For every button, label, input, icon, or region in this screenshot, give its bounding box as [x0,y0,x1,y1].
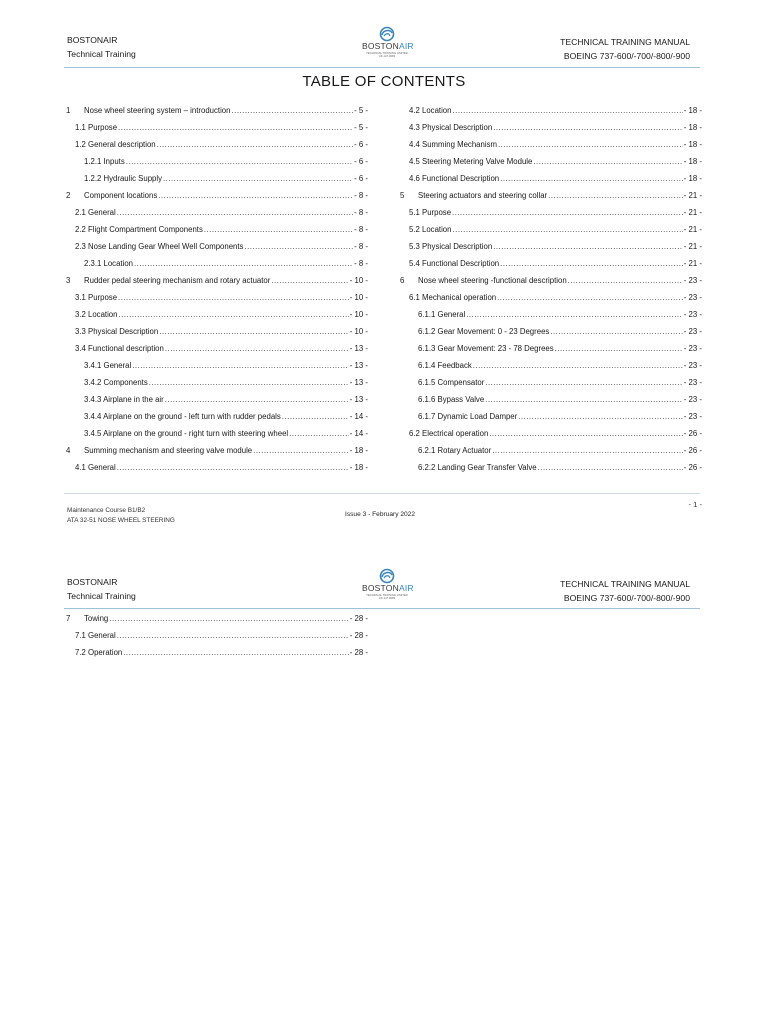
course-name: Maintenance Course B1/B2 [67,507,146,514]
toc-leader-dots [271,276,348,286]
toc-entry-title: 3.1 Purpose [75,293,118,302]
toc-leader-dots [231,106,353,116]
toc-entry[interactable] [418,461,702,473]
toc-leader-dots [555,344,683,354]
toc-page-number: - 10 - [349,293,368,302]
toc-entry-title: Steering actuators and steering collar [418,191,548,200]
toc-entry-title: 3.4.1 General [84,361,132,370]
toc-entry[interactable] [409,155,702,167]
manual-title: TECHNICAL TRAINING MANUAL [560,37,690,47]
toc-leader-dots [117,631,349,641]
header-right [560,577,690,605]
toc-leader-dots [158,191,353,201]
toc-leader-dots [492,446,683,456]
company-name: BOSTONAIR [67,35,118,45]
toc-leader-dots [485,378,682,388]
toc-entry[interactable] [418,359,702,371]
aircraft-models: BOEING 737-600/-700/-800/-900 [563,593,690,603]
toc-leader-dots [493,242,683,252]
toc-entry-title: Nose wheel steering system – introduction [84,106,231,115]
toc-leader-dots [117,463,349,473]
toc-page-number: - 23 - [683,327,702,336]
toc-entry-title: Nose wheel steering -functional description [418,276,567,285]
toc-chapter-number: 1 [66,106,71,115]
toc-chapter-number: 3 [66,276,71,285]
toc-entry-title: 6.1.4 Feedback [418,361,472,370]
toc-entry[interactable] [84,393,368,405]
toc-entry[interactable] [418,325,702,337]
toc-page-number: - 6 - [354,157,368,166]
toc-page-number: - 8 - [354,225,368,234]
toc-leader-dots [500,174,683,184]
toc-leader-dots [134,259,353,269]
toc-entry[interactable] [418,393,702,405]
toc-entry[interactable] [75,461,368,473]
toc-entry[interactable] [75,325,368,337]
page-number: - 1 - [688,500,702,509]
manual-title: TECHNICAL TRAINING MANUAL [560,579,690,589]
toc-entry-title: 6.2.1 Rotary Actuator [418,446,492,455]
toc-page-number: - 18 - [683,140,702,149]
toc-entry[interactable] [400,189,702,201]
toc-entry-title: 4.6 Functional Description [409,174,500,183]
bostonair-logo [362,26,412,64]
page-title: TABLE OF CONTENTS [302,73,466,90]
toc-entry[interactable] [409,138,702,150]
toc-page-number: - 13 - [349,361,368,370]
toc-page-number: - 13 - [349,395,368,404]
toc-entry-title: 3.4.5 Airplane on the ground - right turn with steering wheel [84,429,289,438]
toc-entry[interactable] [84,257,368,269]
toc-entry[interactable] [84,427,368,439]
toc-entry-title: 1.2.2 Hydraulic Supply [84,174,163,183]
toc-entry-title: 6.1.3 Gear Movement: 23 - 78 Degrees [418,344,554,353]
toc-entry[interactable] [418,444,702,456]
toc-leader-dots [497,293,683,303]
logo-tagline: TECHNICAL TRAINING LIMITED UK.147.0083 [366,51,408,59]
department-name: Technical Training [67,49,136,59]
toc-entry-title: Rudder pedal steering mechanism and rotary actuator [84,276,271,285]
toc-page-number: - 21 - [683,225,702,234]
toc-entry[interactable] [409,291,702,303]
toc-page-number: - 10 - [349,276,368,285]
toc-entry[interactable] [418,410,702,422]
toc-leader-dots [489,429,682,439]
toc-page-number: - 28 - [349,648,368,657]
toc-entry[interactable] [84,410,368,422]
toc-leader-dots [533,157,682,167]
chapter-name: ATA 32-51 NOSE WHEEL STEERING [67,517,175,524]
toc-page-number: - 8 - [354,259,368,268]
toc-leader-dots [118,293,349,303]
toc-entry-title: 3.4.3 Airplane in the air [84,395,164,404]
toc-entry[interactable] [75,342,368,354]
toc-entry-title: 6.1.2 Gear Movement: 0 - 23 Degrees [418,327,550,336]
toc-page-number: - 23 - [683,361,702,370]
toc-page-number: - 18 - [349,463,368,472]
toc-page-number: - 26 - [683,463,702,472]
header-left [67,33,136,61]
toc-entry-title: 7.2 Operation [75,648,123,657]
toc-page-number: - 21 - [683,242,702,251]
toc-leader-dots [157,140,354,150]
toc-entry[interactable] [409,427,702,439]
toc-page-number: - 8 - [354,208,368,217]
toc-page-number: - 21 - [683,259,702,268]
toc-page-number: - 23 - [683,378,702,387]
toc-page-number: - 18 - [683,157,702,166]
toc-page-number: - 28 - [349,614,368,623]
toc-entry-title: 1.2 General description [75,140,156,149]
toc-entry-title: 3.4.4 Airplane on the ground - left turn with rudder pedals [84,412,281,421]
toc-page-number: - 26 - [683,446,702,455]
toc-entry-title: 4.4 Summing Mechanism [409,140,497,149]
toc-entry-title: 6.1.7 Dynamic Load Damper [418,412,518,421]
toc-leader-dots [473,361,683,371]
toc-leader-dots [126,157,353,167]
toc-entry[interactable] [418,376,702,388]
toc-leader-dots [518,412,683,422]
toc-entry[interactable] [84,155,368,167]
toc-entry[interactable] [75,646,368,658]
bostonair-logo [362,568,412,606]
toc-entry[interactable] [409,206,702,218]
toc-entry[interactable] [84,376,368,388]
toc-entry-title: 1.2.1 Inputs [84,157,125,166]
toc-page-number: - 23 - [683,276,702,285]
toc-entry[interactable] [66,274,368,286]
toc-entry-title: 6.1.1 General [418,310,466,319]
toc-leader-dots [165,344,349,354]
toc-leader-dots [159,327,349,337]
toc-entry-title: 5.3 Physical Description [409,242,493,251]
toc-entry-title: 3.3 Physical Description [75,327,159,336]
toc-entry-title: 4.5 Steering Metering Valve Module [409,157,533,166]
toc-entry-title: 5.4 Functional Description [409,259,500,268]
toc-leader-dots [204,225,353,235]
toc-chapter-number: 7 [66,614,71,623]
toc-leader-dots [123,648,349,658]
header-right [560,35,690,63]
aircraft-models: BOEING 737-600/-700/-800/-900 [563,51,690,61]
logo-swirl-icon [376,568,398,584]
toc-entry-title: Component locations [84,191,158,200]
toc-entry-title: 6.1.5 Compensator [418,378,485,387]
toc-page-number: - 14 - [349,412,368,421]
toc-leader-dots [163,174,353,184]
toc-leader-dots [548,191,683,201]
toc-leader-dots [289,429,349,439]
toc-entry[interactable] [66,189,368,201]
toc-entry-title: 6.2 Electrical operation [409,429,489,438]
toc-leader-dots [452,106,682,116]
toc-entry[interactable] [75,291,368,303]
toc-entry[interactable] [75,308,368,320]
toc-entry[interactable] [75,240,368,252]
toc-entry[interactable] [66,104,368,116]
toc-page-number: - 8 - [354,191,368,200]
toc-entry-title: 2.3.1 Location [84,259,133,268]
toc-entry[interactable] [75,138,368,150]
toc-page-number: - 21 - [683,208,702,217]
toc-entry-title: 7.1 General [75,631,116,640]
toc-page-number: - 23 - [683,412,702,421]
toc-page-number: - 18 - [683,106,702,115]
toc-leader-dots [498,140,683,150]
toc-leader-dots [550,327,682,337]
toc-entry-title: 4.3 Physical Description [409,123,493,132]
toc-entry-title: 2.3 Nose Landing Gear Wheel Well Components [75,242,244,251]
header-divider [64,67,700,68]
toc-entry[interactable] [75,121,368,133]
toc-leader-dots [466,310,683,320]
toc-page-number: - 23 - [683,310,702,319]
logo-wordmark: BOSTONAIR [362,583,414,593]
toc-entry[interactable] [418,342,702,354]
toc-chapter-number: 4 [66,446,71,455]
footer-divider [64,493,700,494]
toc-entry[interactable] [418,308,702,320]
toc-entry-title: 3.4 Functional description [75,344,164,353]
toc-entry[interactable] [75,206,368,218]
toc-page-number: - 6 - [354,140,368,149]
toc-page-number: - 13 - [349,344,368,353]
toc-leader-dots [118,310,348,320]
toc-leader-dots [117,208,353,218]
footer-left [67,506,175,526]
toc-entry-title: 3.2 Location [75,310,118,319]
toc-entry[interactable] [400,274,702,286]
toc-leader-dots [165,395,349,405]
toc-leader-dots [452,208,683,218]
toc-entry[interactable] [409,172,702,184]
toc-entry[interactable] [84,359,368,371]
toc-leader-dots [282,412,349,422]
toc-entry-title: 6.2.2 Landing Gear Transfer Valve [418,463,537,472]
toc-entry-title: Summing mechanism and steering valve module [84,446,253,455]
issue-date: Issue 3 - February 2022 [345,511,416,518]
toc-entry[interactable] [66,612,368,624]
toc-page-number: - 18 - [349,446,368,455]
toc-entry-title: 3.4.2 Components [84,378,148,387]
toc-leader-dots [118,123,353,133]
toc-chapter-number: 6 [400,276,405,285]
toc-leader-dots [244,242,353,252]
toc-entry-title: 6.1 Mechanical operation [409,293,497,302]
toc-chapter-number: 2 [66,191,71,200]
toc-leader-dots [132,361,349,371]
toc-page-number: - 18 - [683,123,702,132]
toc-entry[interactable] [409,240,702,252]
logo-swirl-icon [376,26,398,42]
toc-page-number: - 13 - [349,378,368,387]
toc-leader-dots [253,446,349,456]
toc-entry-title: 5.2 Location [409,225,452,234]
toc-page-number: - 18 - [683,174,702,183]
toc-entry[interactable] [409,257,702,269]
toc-page-number: - 21 - [683,191,702,200]
toc-page-number: - 10 - [349,327,368,336]
toc-entry-title: 6.1.6 Bypass Valve [418,395,485,404]
toc-page-2 [0,562,768,662]
toc-leader-dots [149,378,349,388]
toc-entry-title: 5.1 Purpose [409,208,452,217]
toc-page-number: - 5 - [354,106,368,115]
toc-entry[interactable] [75,223,368,235]
toc-entry[interactable] [409,223,702,235]
toc-entry-title: 2.2 Flight Compartment Components [75,225,203,234]
toc-leader-dots [485,395,683,405]
toc-page-number: - 6 - [354,174,368,183]
logo-wordmark: BOSTONAIR [362,41,414,51]
toc-entry-title: Towing [84,614,109,623]
toc-page-number: - 23 - [683,293,702,302]
toc-leader-dots [493,123,683,133]
toc-entry[interactable] [409,104,702,116]
toc-entry[interactable] [84,172,368,184]
toc-leader-dots [109,614,349,624]
header-left [67,575,136,603]
toc-leader-dots [452,225,682,235]
toc-entry-title: 2.1 General [75,208,116,217]
toc-page-number: - 5 - [354,123,368,132]
toc-page-number: - 28 - [349,631,368,640]
department-name: Technical Training [67,591,136,601]
toc-page-number: - 10 - [349,310,368,319]
toc-page-number: - 26 - [683,429,702,438]
company-name: BOSTONAIR [67,577,118,587]
toc-entry[interactable] [409,121,702,133]
toc-entry-title: 4.2 Location [409,106,452,115]
toc-entry-title: 4.1 General [75,463,116,472]
toc-leader-dots [568,276,683,286]
logo-tagline: TECHNICAL TRAINING LIMITED UK.147.0083 [366,593,408,601]
toc-page-number: - 8 - [354,242,368,251]
toc-page-number: - 23 - [683,344,702,353]
header-divider [64,608,700,609]
toc-page-number: - 14 - [349,429,368,438]
toc-leader-dots [538,463,683,473]
toc-entry-title: 1.1 Purpose [75,123,118,132]
toc-page-number: - 23 - [683,395,702,404]
toc-leader-dots [500,259,683,269]
toc-entry[interactable] [75,629,368,641]
toc-chapter-number: 5 [400,191,405,200]
toc-entry[interactable] [66,444,368,456]
